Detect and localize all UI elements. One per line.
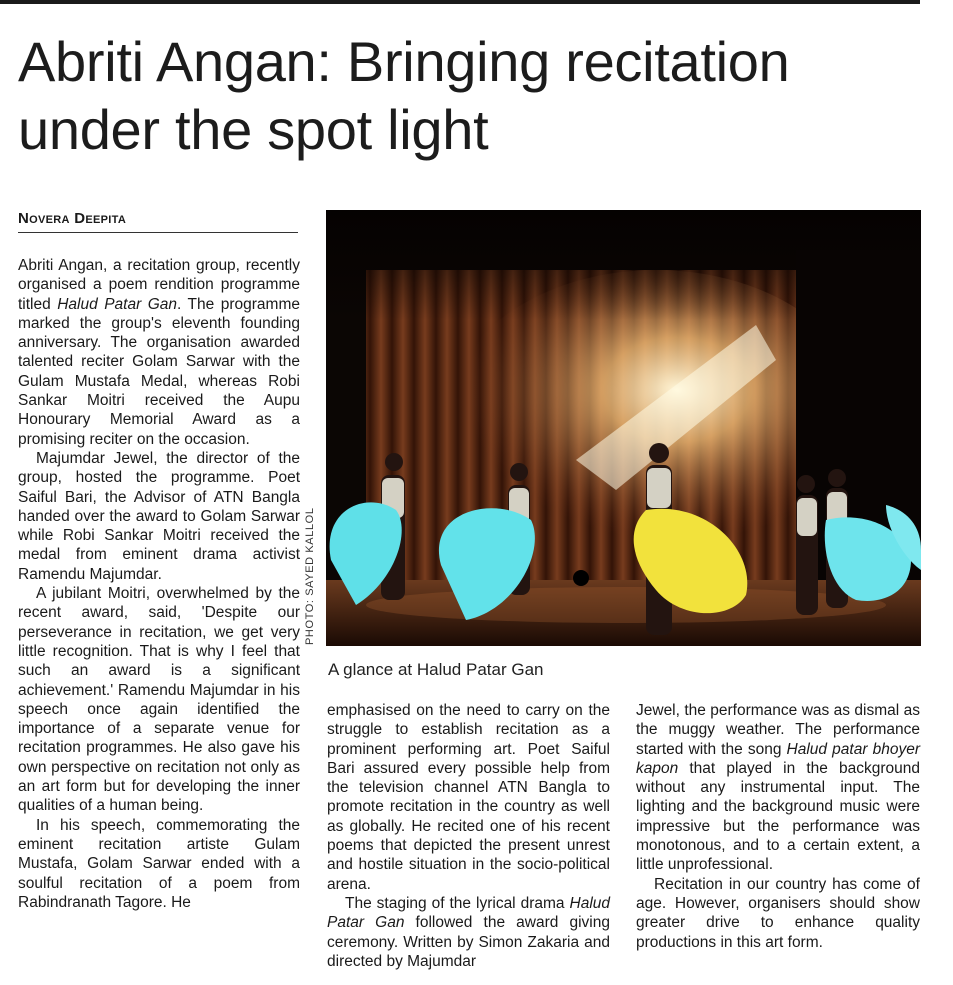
photo-credit: PHOTO: SAYED KALLOL — [304, 507, 316, 645]
stage-photo-illustration — [326, 210, 921, 646]
byline: Novera Deepita — [18, 210, 298, 233]
column-3 — [636, 701, 920, 952]
article-paragraph: Abriti Angan, a recitation group, recently organised a poem rendition programme titled Halud Patar Gan. The programme marked the group's eleventh founding anniversary. The organisation awarded talented reciter Golam Sarwar with the Gulam Mustafa Medal, whereas Robi Sankar Moitri received the Aupu Honourary Memorial Award as a promising reciter on the occasion. — [18, 257, 300, 448]
article-paragraph: In his speech, commemorating the eminent recitation artiste Gulam Mustafa, Golam Sarwar ended with a soulful recitation of a poem from Rabindranath Tagore. He — [18, 816, 300, 911]
italic-title: Halud Patar Gan — [57, 295, 178, 313]
article-paragraph: A jubilant Moitri, overwhelmed by the recent award, said, 'Despite our perseverance in recitation, we get very little recognition. That is why I feel that such an award is a significant achievement.' Ramendu Majumdar in his speech once again identified the importance of a separate venue for recitation programmes. He also gave his own perspective on recitation not only as an art form but for developing the inner qualities of a human being. — [18, 585, 300, 815]
article-paragraph: The staging of the lyrical drama Halud Patar Gan followed the award giving ceremony. Written by Simon Zakaria and directed by Majumdar — [327, 894, 610, 970]
italic-title: Halud Patar Gan — [327, 894, 610, 932]
column-2 — [327, 701, 610, 971]
article-paragraph: Jewel, the performance was as dismal as the muggy weather. The performance started with the song Halud patar bhoyer kapon that played in the background without any instrumental input. The lighting and the background music were impressive but the performance was monotonous, and to a certain extent, a little unprofessional. — [636, 702, 920, 874]
article-paragraph: emphasised on the need to carry on the struggle to establish recitation as a prominent performing art. Poet Saiful Bari assured every possible help from the television channel ATN Bangla to promote recitation in the country as well as globally. He recited one of his recent poems that depicted the present unrest and hostile situation in the socio-political arena. — [327, 702, 610, 893]
article-paragraph: Majumdar Jewel, the director of the group, hosted the programme. Poet Saiful Bari, the Advisor of ATN Bangla handed over the award to Golam Sarwar while Robi Sankar Moitri received the medal from eminent drama activist Ramendu Majumdar. — [18, 449, 300, 583]
article-paragraph: Recitation in our country has come of age. However, organisers should show greater drive to enhance quality productions in this art form. — [636, 875, 920, 951]
italic-title: Halud patar bhoyer kapon — [636, 740, 920, 777]
photo-caption: A glance at Halud Patar Gan — [328, 660, 544, 679]
top-rule — [0, 0, 920, 4]
stage-photo — [326, 210, 921, 646]
headline: Abriti Angan: Bringing recitation under the spot light — [18, 30, 790, 161]
column-1 — [18, 256, 300, 912]
